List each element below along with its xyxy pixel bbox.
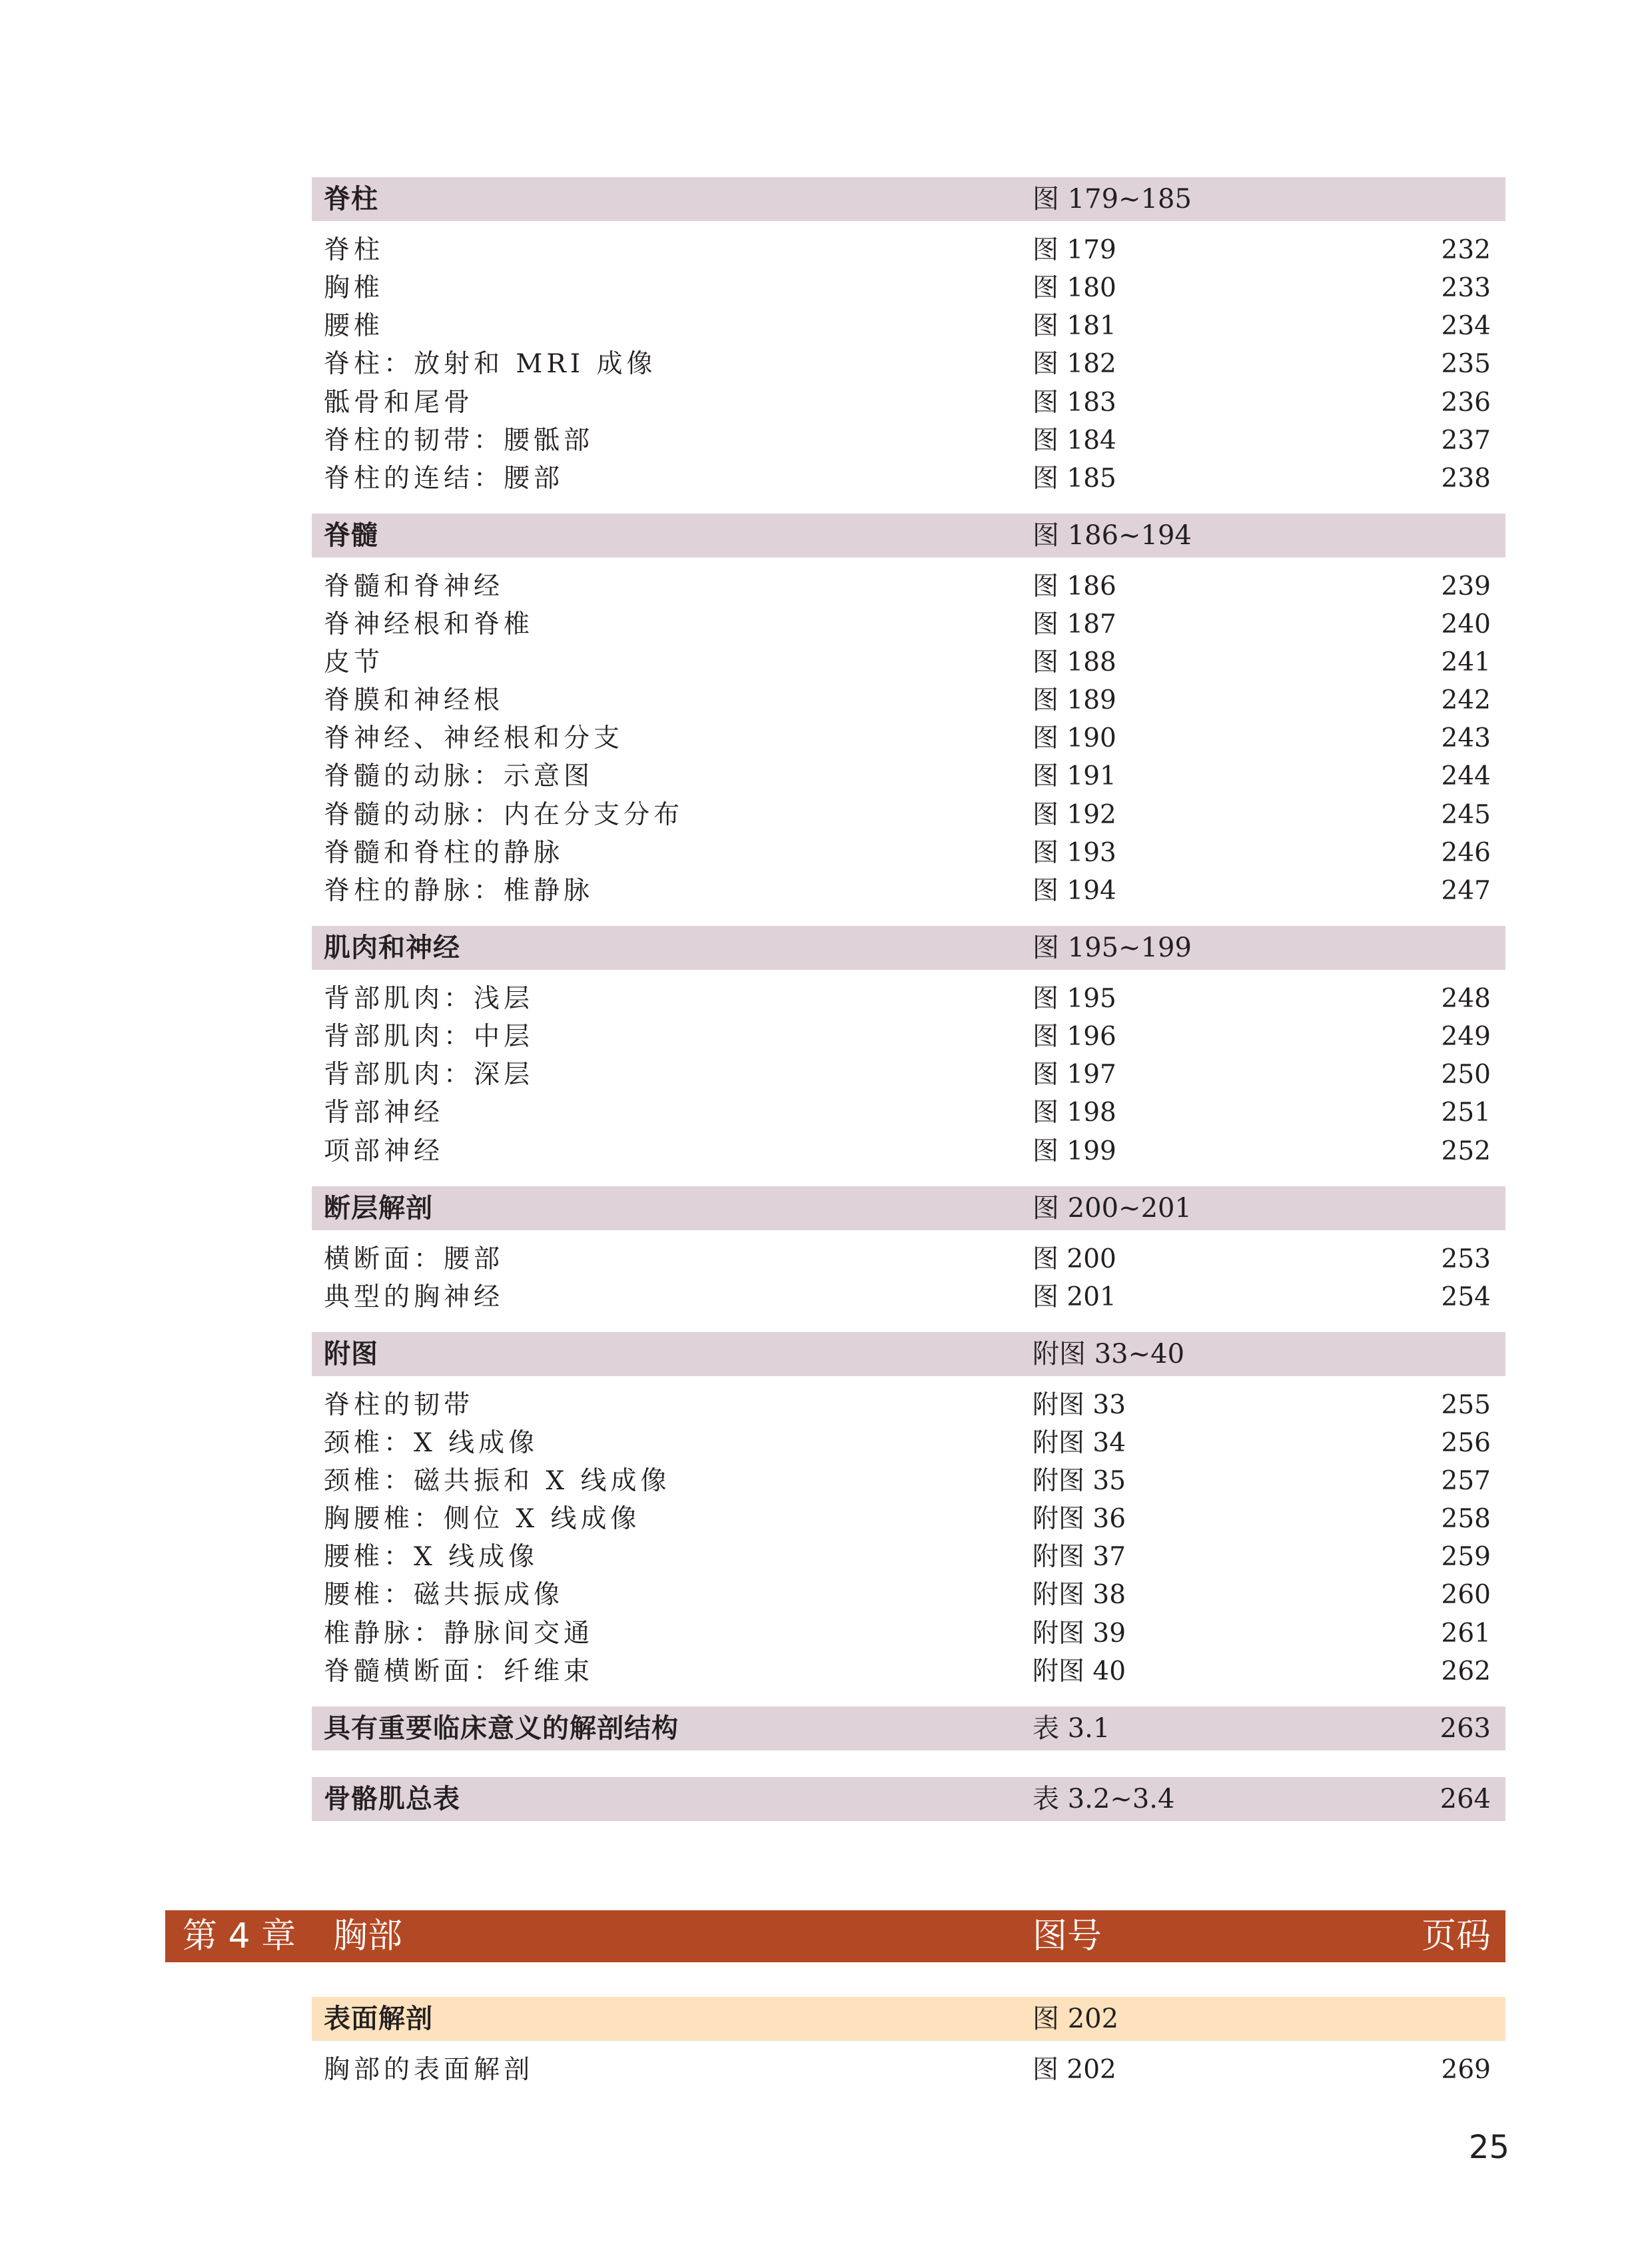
section-header xyxy=(312,1332,1505,1376)
entry-figure: 图 188 xyxy=(1032,647,1116,677)
entry-title: 腰椎：X 线成像 xyxy=(324,1542,539,1572)
entry-figure: 附图 39 xyxy=(1032,1619,1126,1649)
entry-figure: 图 192 xyxy=(1032,800,1116,830)
entry-figure: 附图 38 xyxy=(1032,1580,1126,1610)
entry-page: 234 xyxy=(1441,311,1491,341)
toc-entry[interactable] xyxy=(312,1018,1505,1056)
entry-page: 235 xyxy=(1441,349,1491,379)
chapter-number: 第 4 章 xyxy=(183,1916,296,1956)
entry-title: 胸腰椎：侧位 X 线成像 xyxy=(324,1504,641,1534)
entry-figure: 附图 36 xyxy=(1032,1504,1126,1534)
entry-title: 背部肌肉：中层 xyxy=(324,1022,534,1052)
entry-title: 脊柱：放射和 MRI 成像 xyxy=(324,349,657,379)
entry-figure: 图 187 xyxy=(1032,609,1116,639)
toc-entry[interactable] xyxy=(312,1133,1505,1170)
entry-page: 261 xyxy=(1441,1619,1491,1649)
entry-page: 260 xyxy=(1441,1580,1491,1610)
toc-entry[interactable] xyxy=(312,346,1505,383)
table-number: 表 3.1 xyxy=(1032,1713,1110,1744)
entry-title: 胸椎 xyxy=(324,273,384,303)
entry-page: 237 xyxy=(1441,426,1491,456)
entry-title: 脊柱 xyxy=(324,235,384,265)
entry-title: 脊膜和神经根 xyxy=(324,685,504,715)
chapter-name: 胸部 xyxy=(333,1916,403,1956)
entry-title: 腰椎 xyxy=(324,311,384,341)
entry-figure: 图 195 xyxy=(1032,984,1116,1014)
section-title: 附图 xyxy=(324,1339,378,1369)
entry-title: 背部神经 xyxy=(324,1098,444,1128)
entry-figure: 图 186 xyxy=(1032,571,1116,601)
column-heading-figure: 图号 xyxy=(1032,1916,1102,1956)
entry-page: 253 xyxy=(1441,1244,1491,1274)
entry-title: 背部肌肉：浅层 xyxy=(324,984,534,1014)
entry-figure: 附图 37 xyxy=(1032,1542,1126,1572)
entry-figure: 图 180 xyxy=(1032,273,1116,303)
toc-entry[interactable] xyxy=(312,460,1505,498)
entry-figure: 图 190 xyxy=(1032,723,1116,753)
toc-entry[interactable] xyxy=(312,1539,1505,1576)
entry-figure: 图 196 xyxy=(1032,1022,1116,1052)
entry-figure: 图 194 xyxy=(1032,876,1116,906)
entry-title: 脊柱的静脉：椎静脉 xyxy=(324,876,594,906)
toc-entry[interactable] xyxy=(312,873,1505,910)
table-number: 表 3.2~3.4 xyxy=(1032,1784,1175,1814)
section-figures: 附图 33~40 xyxy=(1032,1339,1185,1369)
entry-title: 脊髓的动脉：示意图 xyxy=(324,761,594,791)
entry-title: 背部肌肉：深层 xyxy=(324,1060,534,1090)
entry-page: 255 xyxy=(1441,1390,1491,1420)
entry-figure: 图 181 xyxy=(1032,311,1116,341)
toc-entry[interactable] xyxy=(312,1279,1505,1316)
entry-page: 252 xyxy=(1441,1136,1491,1166)
toc-entry[interactable] xyxy=(312,1387,1505,1424)
toc-entry[interactable] xyxy=(312,1653,1505,1690)
entry-title: 腰椎：磁共振成像 xyxy=(324,1580,564,1610)
table-entry[interactable] xyxy=(312,1777,1505,1821)
entry-page: 242 xyxy=(1441,685,1491,715)
table-entry[interactable] xyxy=(312,1706,1505,1750)
entry-page: 244 xyxy=(1441,761,1491,791)
entry-page: 256 xyxy=(1441,1428,1491,1458)
toc-entry[interactable] xyxy=(312,308,1505,345)
entry-title: 颈椎：X 线成像 xyxy=(324,1428,539,1458)
section-title: 断层解剖 xyxy=(324,1193,433,1224)
entry-figure: 图 193 xyxy=(1032,838,1116,868)
toc-entry[interactable] xyxy=(312,682,1505,719)
toc-entry[interactable] xyxy=(312,1425,1505,1462)
table-title: 骨骼肌总表 xyxy=(324,1784,460,1814)
toc-entry[interactable] xyxy=(312,422,1505,460)
toc-entry[interactable] xyxy=(312,606,1505,643)
toc-entry[interactable] xyxy=(312,835,1505,872)
section-figures: 图 195~199 xyxy=(1032,933,1192,963)
entry-figure: 图 184 xyxy=(1032,426,1116,456)
section-figures: 图 200~201 xyxy=(1032,1193,1192,1224)
section-title: 肌肉和神经 xyxy=(324,933,460,963)
toc-entry[interactable] xyxy=(312,270,1505,307)
entry-page: 239 xyxy=(1441,571,1491,601)
entry-figure: 图 189 xyxy=(1032,685,1116,715)
toc-entry[interactable] xyxy=(312,1056,1505,1094)
entry-page: 251 xyxy=(1441,1098,1491,1128)
entry-figure: 附图 33 xyxy=(1032,1390,1126,1420)
toc-entry[interactable] xyxy=(312,980,1505,1018)
entry-page: 233 xyxy=(1441,273,1491,303)
entry-page: 248 xyxy=(1441,984,1491,1014)
section-title: 表面解剖 xyxy=(324,2004,433,2034)
section-title: 脊柱 xyxy=(324,184,378,214)
entry-page: 247 xyxy=(1441,876,1491,906)
toc-entry[interactable] xyxy=(312,758,1505,795)
section-header xyxy=(312,926,1505,970)
toc-entry[interactable] xyxy=(312,1241,1505,1278)
chapter-banner xyxy=(165,1910,1505,1962)
entry-page: 238 xyxy=(1441,464,1491,494)
entry-title: 脊柱的韧带：腰骶部 xyxy=(324,426,594,456)
entry-figure: 图 199 xyxy=(1032,1136,1116,1166)
toc-entry[interactable] xyxy=(312,232,1505,269)
entry-title: 典型的胸神经 xyxy=(324,1282,504,1312)
entry-figure: 图 182 xyxy=(1032,349,1116,379)
entry-title: 颈椎：磁共振和 X 线成像 xyxy=(324,1466,671,1496)
section-figures: 图 202 xyxy=(1032,2004,1119,2034)
entry-figure: 图 197 xyxy=(1032,1060,1116,1090)
entry-page: 257 xyxy=(1441,1466,1491,1496)
entry-figure: 图 202 xyxy=(1032,2055,1116,2085)
entry-title: 项部神经 xyxy=(324,1136,444,1166)
entry-page: 243 xyxy=(1441,723,1491,753)
toc-entry[interactable] xyxy=(312,797,1505,834)
entry-page: 240 xyxy=(1441,609,1491,639)
entry-page: 246 xyxy=(1441,838,1491,868)
entry-title: 脊柱的韧带 xyxy=(324,1390,474,1420)
entry-title: 皮节 xyxy=(324,647,384,677)
toc-entry[interactable] xyxy=(312,2052,1505,2089)
toc-entry[interactable] xyxy=(312,384,1505,422)
entry-title: 椎静脉：静脉间交通 xyxy=(324,1619,594,1649)
entry-figure: 图 179 xyxy=(1032,235,1116,265)
toc-entry[interactable] xyxy=(312,1501,1505,1538)
entry-figure: 图 191 xyxy=(1032,761,1116,791)
entry-page: 259 xyxy=(1441,1542,1491,1572)
entry-title: 脊髓和脊神经 xyxy=(324,571,504,601)
entry-page: 269 xyxy=(1441,2055,1491,2085)
section-header xyxy=(312,177,1505,221)
entry-figure: 图 198 xyxy=(1032,1098,1116,1128)
entry-title: 脊神经、神经根和分支 xyxy=(324,723,624,753)
section-header xyxy=(312,1997,1505,2041)
entry-page: 254 xyxy=(1441,1282,1491,1312)
entry-title: 脊髓横断面：纤维束 xyxy=(324,1657,594,1686)
entry-title: 横断面：腰部 xyxy=(324,1244,504,1274)
entry-page: 232 xyxy=(1441,235,1491,265)
section-header xyxy=(312,1186,1505,1230)
entry-figure: 图 185 xyxy=(1032,464,1116,494)
table-title: 具有重要临床意义的解剖结构 xyxy=(324,1713,679,1744)
toc-entry[interactable] xyxy=(312,644,1505,681)
toc-entry[interactable] xyxy=(312,720,1505,757)
page-number: 25 xyxy=(1468,2129,1509,2166)
toc-entry[interactable] xyxy=(312,1463,1505,1500)
entry-figure: 图 183 xyxy=(1032,388,1116,418)
entry-figure: 附图 34 xyxy=(1032,1428,1126,1458)
toc-entry[interactable] xyxy=(312,568,1505,605)
section-figures: 图 186~194 xyxy=(1032,520,1192,551)
section-figures: 图 179~185 xyxy=(1032,184,1192,214)
section-title: 脊髓 xyxy=(324,520,378,551)
table-page: 264 xyxy=(1440,1784,1491,1814)
section-header xyxy=(312,514,1505,558)
entry-title: 胸部的表面解剖 xyxy=(324,2055,534,2085)
entry-title: 脊神经根和脊椎 xyxy=(324,609,534,639)
entry-title: 脊髓的动脉：内在分支分布 xyxy=(324,800,684,830)
entry-figure: 附图 35 xyxy=(1032,1466,1126,1496)
entry-page: 245 xyxy=(1441,800,1491,830)
entry-figure: 附图 40 xyxy=(1032,1657,1126,1686)
entry-figure: 图 200 xyxy=(1032,1244,1116,1274)
entry-page: 236 xyxy=(1441,388,1491,418)
entry-page: 241 xyxy=(1441,647,1491,677)
toc-entry[interactable] xyxy=(312,1615,1505,1653)
entry-title: 脊髓和脊柱的静脉 xyxy=(324,838,564,868)
toc-entry[interactable] xyxy=(312,1094,1505,1132)
entry-title: 骶骨和尾骨 xyxy=(324,388,474,418)
toc-entry[interactable] xyxy=(312,1577,1505,1614)
entry-title: 脊柱的连结：腰部 xyxy=(324,464,564,494)
table-page: 263 xyxy=(1440,1713,1491,1744)
entry-page: 249 xyxy=(1441,1022,1491,1052)
column-heading-page: 页码 xyxy=(1421,1916,1491,1956)
entry-figure: 图 201 xyxy=(1032,1282,1116,1312)
entry-page: 250 xyxy=(1441,1060,1491,1090)
entry-page: 262 xyxy=(1441,1657,1491,1686)
entry-page: 258 xyxy=(1441,1504,1491,1534)
